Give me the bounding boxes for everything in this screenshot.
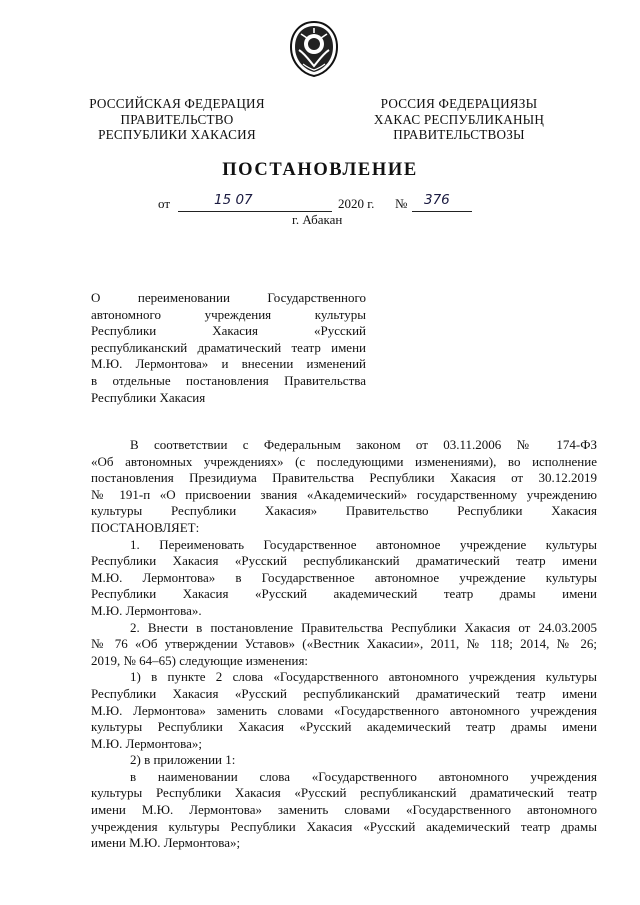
- body-line: культуры Республики Хакасия «Русский академический театр драмы имени: [91, 719, 597, 735]
- header-right-line: ПРАВИТЕЛЬСТВОЗЫ: [393, 127, 525, 142]
- city-label: г. Абакан: [292, 212, 343, 227]
- header-right-block: [364, 96, 554, 143]
- header-right-line: ХАКАС РЕСПУБЛИКАНЫҢ: [373, 111, 545, 127]
- body-line: № 76 «Об утверждении Уставов» («Вестник Хакасии», 2011, № 118; 2014, № 26;: [91, 636, 597, 652]
- date-from-label: от: [158, 196, 171, 211]
- body-line: культуры Республики Хакасия «Русский республиканский драматический театр: [91, 785, 597, 801]
- subject-line: Республики Хакасия «Русский: [91, 323, 366, 339]
- body-line: № 191-п «О присвоении звания «Академический» государственному учреждению: [91, 486, 597, 502]
- body-line: 2) в приложении 1:: [130, 752, 236, 768]
- body-line: учреждения культуры Республики Хакасия «Русский академический театр драмы: [91, 818, 597, 834]
- subject-line: республиканский драматический театр имени: [91, 339, 366, 355]
- body-line: имени М.Ю. Лермонтова»;: [91, 835, 241, 851]
- document-body: [91, 437, 597, 852]
- subject-line: автономного учреждения культуры: [91, 306, 366, 322]
- number-label: №: [395, 196, 408, 211]
- body-line: М.Ю. Лермонтова» заменить словами «Государственного автономного учреждения: [91, 702, 597, 718]
- body-line: Республики Хакасия «Русский республиканский драматический театр имени: [91, 685, 597, 701]
- body-line: М.Ю. Лермонтова» в Государственное автономное учреждение культуры: [91, 569, 597, 585]
- body-line: 2019, № 64–65) следующие изменения:: [91, 652, 309, 668]
- body-line: М.Ю. Лермонтова».: [91, 602, 202, 618]
- body-line: 1. Переименовать Государственное автономное учреждение культуры: [130, 536, 597, 552]
- header-left-line: ПРАВИТЕЛЬСТВО: [120, 111, 234, 127]
- subject-line: О переименовании Государственного: [91, 290, 366, 305]
- body-line: имени М.Ю. Лермонтова» заменить словами «Государственного автономного: [91, 802, 597, 818]
- body-line: Республики Хакасия «Русский республиканский драматический театр имени: [91, 553, 597, 569]
- handwritten-number: 376: [424, 192, 450, 208]
- subject-line: в отдельные постановления Правительства: [91, 372, 366, 388]
- body-line: В соответствии с Федеральным законом от 03.11.2006 № 174-ФЗ: [130, 437, 597, 452]
- subject-block: [91, 290, 366, 406]
- header-left-block: [82, 96, 272, 143]
- subject-line: М.Ю. Лермонтова» и внесении изменений: [91, 356, 366, 372]
- body-line: «Об автономных учреждениях» (с последующими изменениями), во исполнение: [91, 453, 597, 469]
- number-underline: [412, 211, 472, 212]
- body-line: ПОСТАНОВЛЯЕТ:: [91, 519, 200, 535]
- header-left-line: РЕСПУБЛИКИ ХАКАСИЯ: [98, 127, 256, 142]
- body-line: в наименовании слова «Государственного автономного учреждения: [130, 768, 597, 784]
- header-left-line: РОССИЙСКАЯ ФЕДЕРАЦИЯ: [89, 96, 265, 111]
- body-line: 2. Внести в постановление Правительства Республики Хакасия от 24.03.2005: [130, 619, 597, 635]
- year-label: 2020 г.: [338, 196, 375, 211]
- body-line: культуры Республики Хакасия» Правительство Республики Хакасия: [91, 503, 597, 519]
- subject-line: Республики Хакасия: [91, 389, 206, 405]
- header-right-line: РОССИЯ ФЕДЕРАЦИЯЗЫ: [380, 96, 538, 111]
- body-line: М.Ю. Лермонтова»;: [91, 735, 203, 751]
- body-line: 1) в пункте 2 слова «Государственного автономного учреждения культуры: [130, 669, 597, 685]
- body-line: постановления Президиума Правительства Республики Хакасия от 30.12.2019: [91, 470, 597, 486]
- coat-of-arms-emblem: [287, 20, 341, 78]
- document-title: ПОСТАНОВЛЕНИЕ: [222, 160, 418, 180]
- body-line: Республики Хакасия «Русский академический театр драмы имени: [91, 586, 597, 602]
- handwritten-date: 15 07: [214, 192, 253, 208]
